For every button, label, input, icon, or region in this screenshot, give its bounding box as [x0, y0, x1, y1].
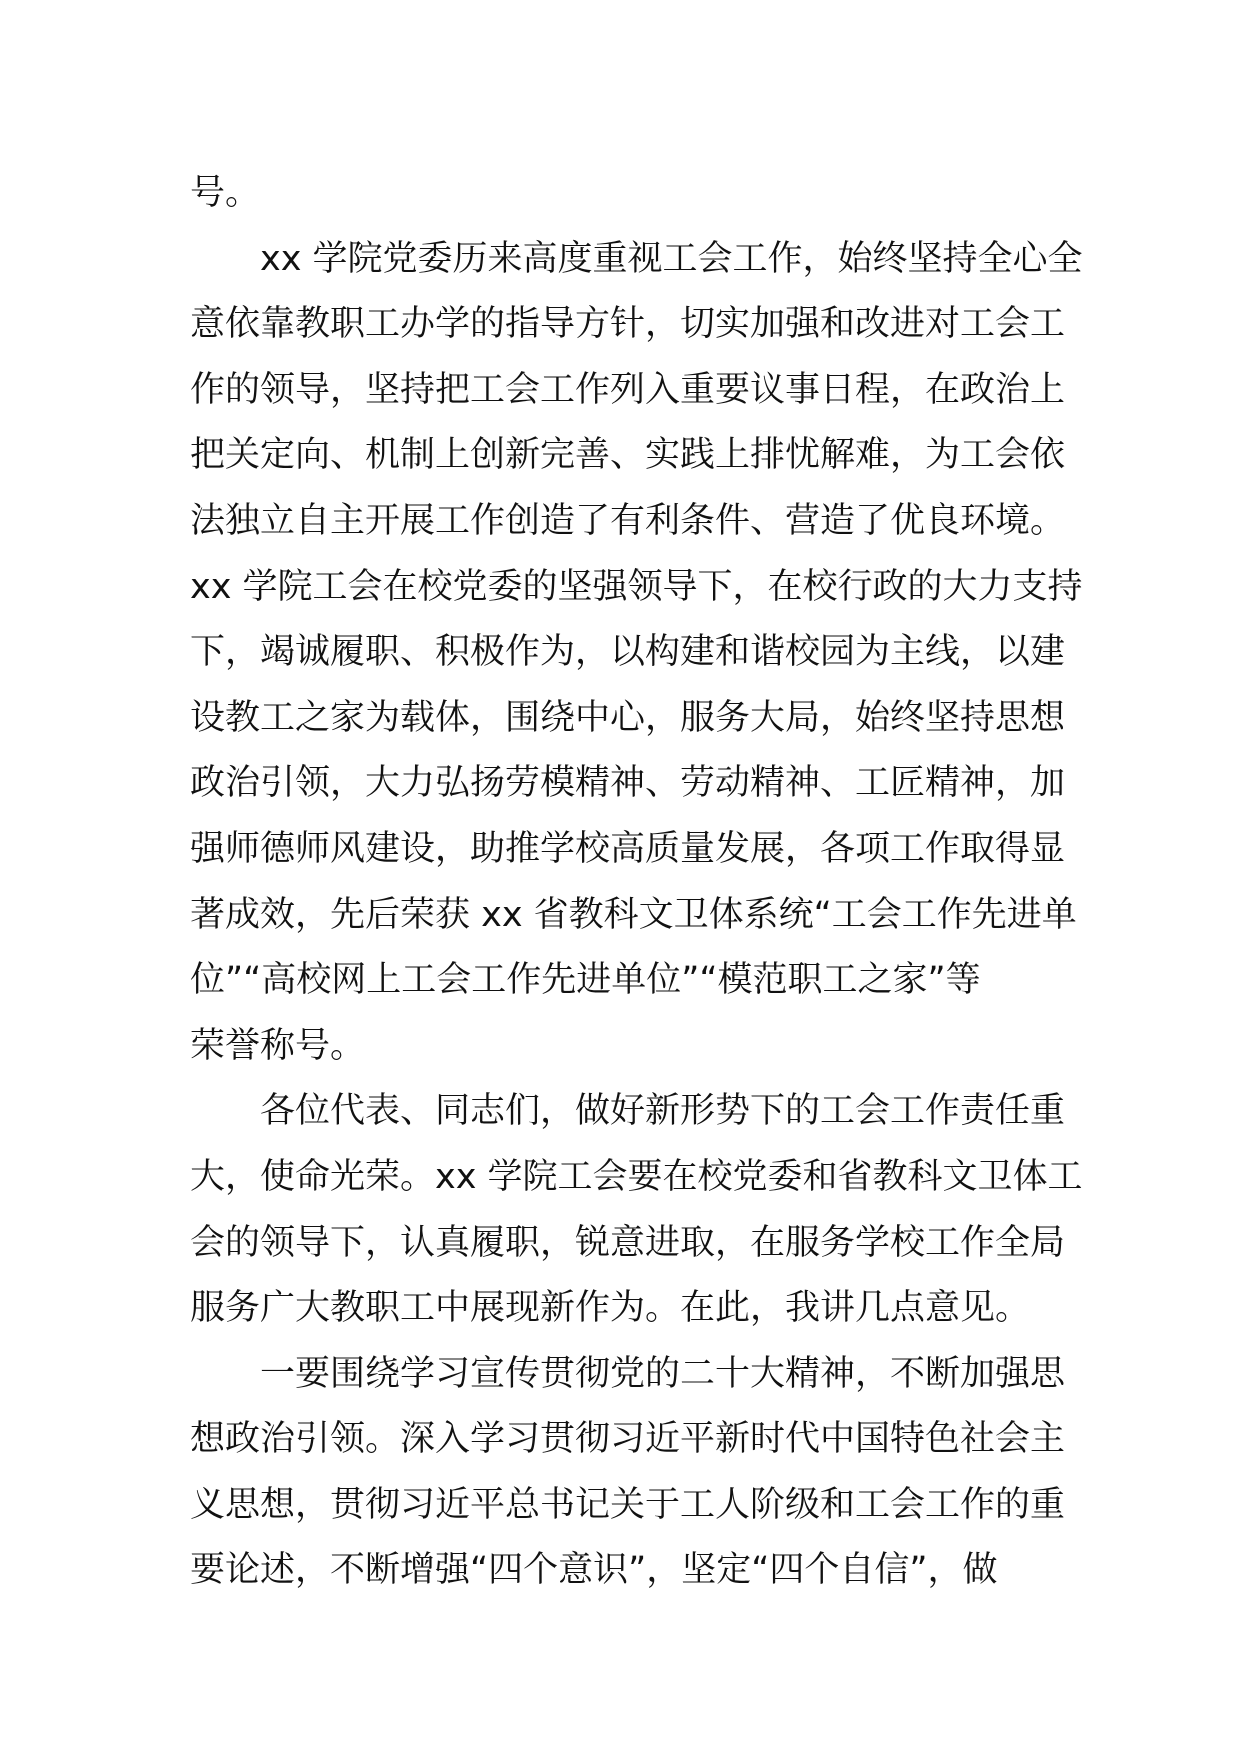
- text-line: 法独立自主开展工作创造了有利条件、营造了优良环境。: [190, 500, 1066, 541]
- text-line: 作的领导，坚持把工会工作列入重要议事日程，在政治上: [190, 369, 1066, 410]
- text-line: 服务广大教职工中展现新作为。在此，我讲几点意见。: [190, 1288, 1031, 1329]
- text-line: 要论述，不断增强“四个意识”，坚定“四个自信”，做: [190, 1550, 998, 1591]
- text-line: xx 学院党委历来高度重视工会工作，始终坚持全心全: [260, 238, 1083, 279]
- text-line: 下，竭诚履职、积极作为，以构建和谐校园为主线，以建: [190, 632, 1066, 673]
- text-line: xx 学院工会在校党委的坚强领导下，在校行政的大力支持: [190, 566, 1083, 607]
- text-line: 会的领导下，认真履职，锐意进取，在服务学校工作全局: [190, 1222, 1066, 1263]
- text-line: 政治引领，大力弘扬劳模精神、劳动精神、工匠精神，加: [190, 763, 1066, 804]
- text-line: 荣誉称号。: [190, 1025, 366, 1066]
- text-line: 义思想，贯彻习近平总书记关于工人阶级和工会工作的重: [190, 1484, 1066, 1525]
- text-line: 意依靠教职工办学的指导方针，切实加强和改进对工会工: [190, 304, 1066, 345]
- text-line: 位”“高校网上工会工作先进单位”“模范职工之家”等: [190, 960, 981, 1001]
- text-line: 号。: [190, 173, 261, 213]
- document-body: [190, 161, 1083, 1604]
- text-line: 著成效，先后荣获 xx 省教科文卫体系统“工会工作先进单: [190, 894, 1077, 935]
- text-line: 一要围绕学习宣传贯彻党的二十大精神，不断加强思: [260, 1353, 1066, 1394]
- text-line: 想政治引领。深入学习贯彻习近平新时代中国特色社会主: [190, 1419, 1066, 1460]
- text-line: 强师德师风建设，助推学校高质量发展，各项工作取得显: [190, 828, 1066, 869]
- text-line: 各位代表、同志们，做好新形势下的工会工作责任重: [260, 1091, 1066, 1132]
- text-line: 大，使命光荣。xx 学院工会要在校党委和省教科文卫体工: [190, 1156, 1083, 1197]
- text-line: 把关定向、机制上创新完善、实践上排忧解难，为工会依: [190, 435, 1066, 476]
- text-line: 设教工之家为载体，围绕中心，服务大局，始终坚持思想: [190, 697, 1066, 738]
